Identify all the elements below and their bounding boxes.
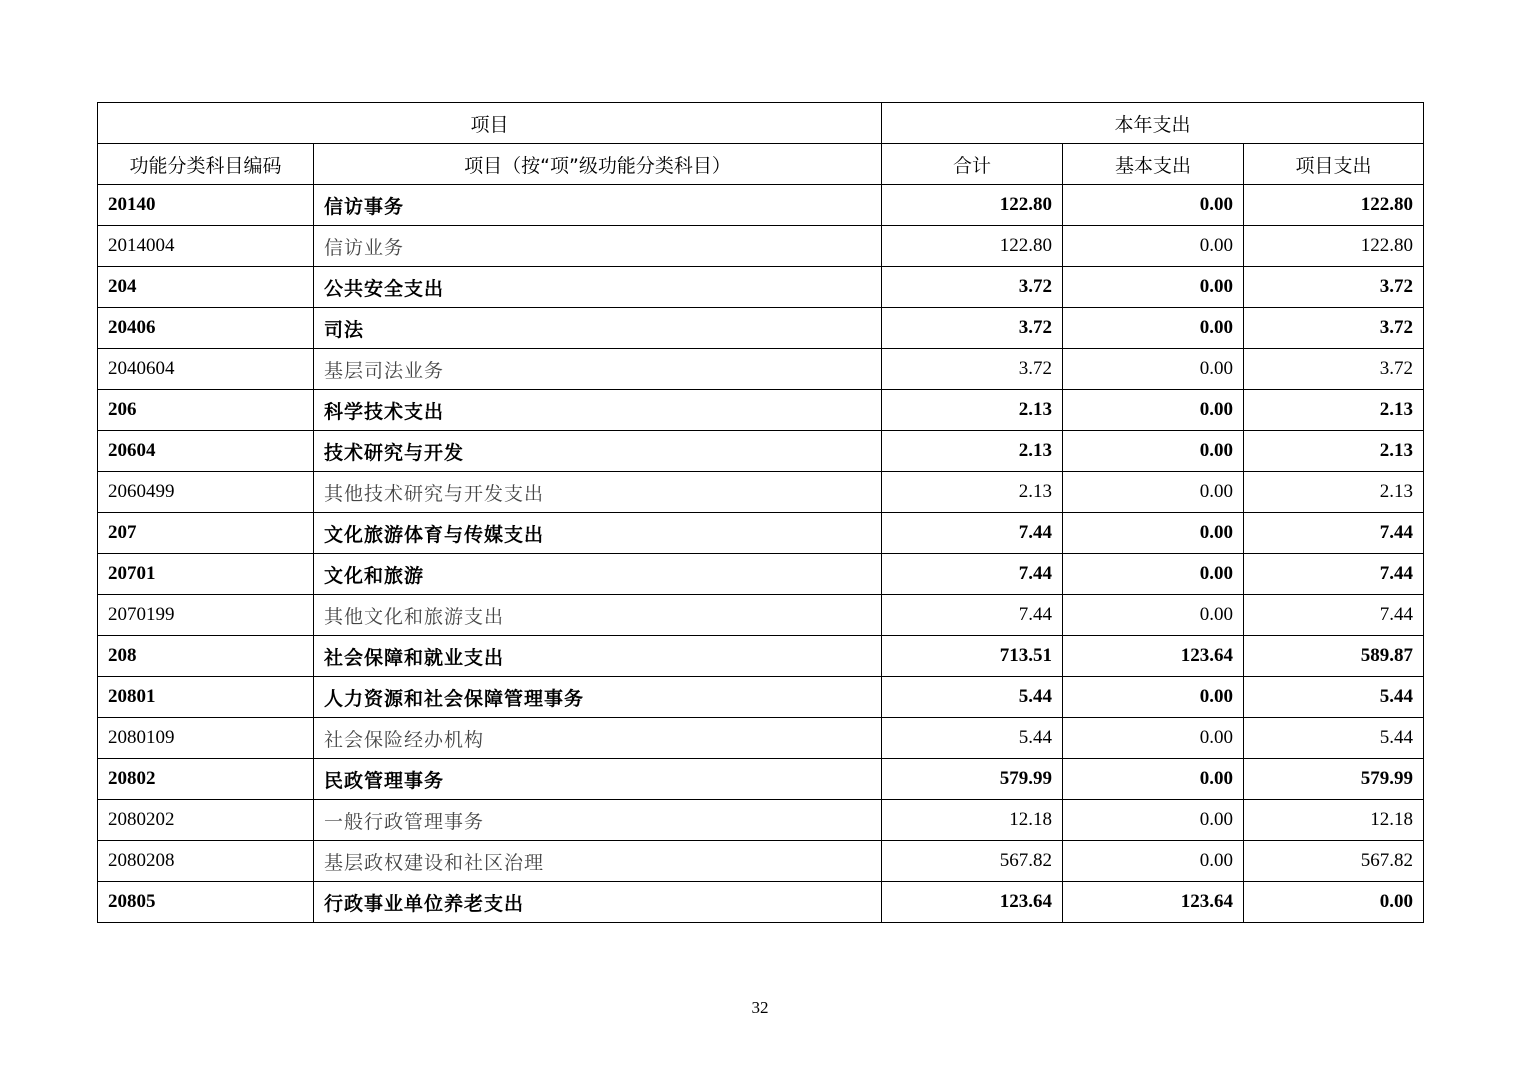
row-total: 579.99 bbox=[882, 759, 1063, 800]
table-row bbox=[98, 677, 1424, 718]
row-project: 122.80 bbox=[1244, 185, 1424, 226]
row-basic: 0.00 bbox=[1063, 677, 1244, 718]
row-basic: 0.00 bbox=[1063, 390, 1244, 431]
row-project: 3.72 bbox=[1244, 267, 1424, 308]
row-basic: 123.64 bbox=[1063, 882, 1244, 923]
table-row bbox=[98, 226, 1424, 267]
row-project: 2.13 bbox=[1244, 472, 1424, 513]
table-row bbox=[98, 390, 1424, 431]
row-project: 567.82 bbox=[1244, 841, 1424, 882]
row-code: 20604 bbox=[98, 431, 314, 472]
table-row bbox=[98, 636, 1424, 677]
row-total: 7.44 bbox=[882, 513, 1063, 554]
row-basic: 0.00 bbox=[1063, 185, 1244, 226]
table-row bbox=[98, 841, 1424, 882]
row-project: 122.80 bbox=[1244, 226, 1424, 267]
table-row bbox=[98, 759, 1424, 800]
row-basic: 0.00 bbox=[1063, 226, 1244, 267]
row-name: 一般行政管理事务 bbox=[314, 800, 882, 841]
row-name: 司法 bbox=[314, 308, 882, 349]
row-code: 20701 bbox=[98, 554, 314, 595]
row-code: 20805 bbox=[98, 882, 314, 923]
row-project: 0.00 bbox=[1244, 882, 1424, 923]
row-project: 7.44 bbox=[1244, 595, 1424, 636]
row-project: 2.13 bbox=[1244, 431, 1424, 472]
row-basic: 0.00 bbox=[1063, 513, 1244, 554]
row-code: 20140 bbox=[98, 185, 314, 226]
row-project: 12.18 bbox=[1244, 800, 1424, 841]
row-total: 2.13 bbox=[882, 472, 1063, 513]
row-name: 行政事业单位养老支出 bbox=[314, 882, 882, 923]
row-name: 信访业务 bbox=[314, 226, 882, 267]
row-name: 文化旅游体育与传媒支出 bbox=[314, 513, 882, 554]
row-total: 7.44 bbox=[882, 595, 1063, 636]
row-total: 567.82 bbox=[882, 841, 1063, 882]
row-basic: 0.00 bbox=[1063, 759, 1244, 800]
table-row bbox=[98, 185, 1424, 226]
row-project: 5.44 bbox=[1244, 677, 1424, 718]
table-row bbox=[98, 718, 1424, 759]
row-name: 基层司法业务 bbox=[314, 349, 882, 390]
row-total: 5.44 bbox=[882, 718, 1063, 759]
row-basic: 0.00 bbox=[1063, 800, 1244, 841]
page-number: 32 bbox=[751, 998, 769, 1017]
row-project: 3.72 bbox=[1244, 308, 1424, 349]
row-total: 2.13 bbox=[882, 431, 1063, 472]
row-name: 基层政权建设和社区治理 bbox=[314, 841, 882, 882]
table-row bbox=[98, 882, 1424, 923]
row-code: 2080202 bbox=[98, 800, 314, 841]
header-project-expenditure: 项目支出 bbox=[1244, 144, 1424, 185]
row-total: 3.72 bbox=[882, 308, 1063, 349]
row-code: 2040604 bbox=[98, 349, 314, 390]
row-name: 公共安全支出 bbox=[314, 267, 882, 308]
row-name: 民政管理事务 bbox=[314, 759, 882, 800]
row-project: 7.44 bbox=[1244, 554, 1424, 595]
table-row bbox=[98, 267, 1424, 308]
table-row bbox=[98, 800, 1424, 841]
row-name: 社会保险经办机构 bbox=[314, 718, 882, 759]
table-row bbox=[98, 554, 1424, 595]
row-project: 579.99 bbox=[1244, 759, 1424, 800]
row-name: 人力资源和社会保障管理事务 bbox=[314, 677, 882, 718]
row-total: 2.13 bbox=[882, 390, 1063, 431]
table-row bbox=[98, 431, 1424, 472]
row-project: 589.87 bbox=[1244, 636, 1424, 677]
row-total: 5.44 bbox=[882, 677, 1063, 718]
row-total: 713.51 bbox=[882, 636, 1063, 677]
row-project: 7.44 bbox=[1244, 513, 1424, 554]
table-row bbox=[98, 595, 1424, 636]
row-code: 20802 bbox=[98, 759, 314, 800]
row-total: 3.72 bbox=[882, 349, 1063, 390]
row-code: 208 bbox=[98, 636, 314, 677]
row-project: 2.13 bbox=[1244, 390, 1424, 431]
header-project: 项目 bbox=[98, 103, 882, 144]
row-total: 122.80 bbox=[882, 185, 1063, 226]
row-total: 7.44 bbox=[882, 554, 1063, 595]
row-code: 20406 bbox=[98, 308, 314, 349]
row-project: 5.44 bbox=[1244, 718, 1424, 759]
row-code: 207 bbox=[98, 513, 314, 554]
row-code: 2014004 bbox=[98, 226, 314, 267]
row-code: 2080208 bbox=[98, 841, 314, 882]
row-basic: 0.00 bbox=[1063, 718, 1244, 759]
row-name: 其他技术研究与开发支出 bbox=[314, 472, 882, 513]
row-basic: 0.00 bbox=[1063, 841, 1244, 882]
row-basic: 0.00 bbox=[1063, 431, 1244, 472]
row-project: 3.72 bbox=[1244, 349, 1424, 390]
header-item: 项目（按“项”级功能分类科目） bbox=[314, 144, 882, 185]
row-code: 206 bbox=[98, 390, 314, 431]
table-body bbox=[98, 185, 1424, 923]
row-code: 2070199 bbox=[98, 595, 314, 636]
row-basic: 123.64 bbox=[1063, 636, 1244, 677]
row-basic: 0.00 bbox=[1063, 349, 1244, 390]
header-year-expenditure: 本年支出 bbox=[882, 103, 1424, 144]
row-code: 2080109 bbox=[98, 718, 314, 759]
row-basic: 0.00 bbox=[1063, 308, 1244, 349]
row-total: 123.64 bbox=[882, 882, 1063, 923]
row-code: 204 bbox=[98, 267, 314, 308]
row-basic: 0.00 bbox=[1063, 595, 1244, 636]
row-basic: 0.00 bbox=[1063, 472, 1244, 513]
row-name: 科学技术支出 bbox=[314, 390, 882, 431]
table-row bbox=[98, 349, 1424, 390]
header-basic: 基本支出 bbox=[1063, 144, 1244, 185]
table-row bbox=[98, 472, 1424, 513]
header-code: 功能分类科目编码 bbox=[98, 144, 314, 185]
row-name: 技术研究与开发 bbox=[314, 431, 882, 472]
row-code: 2060499 bbox=[98, 472, 314, 513]
row-name: 文化和旅游 bbox=[314, 554, 882, 595]
header-row-top bbox=[98, 103, 1424, 144]
row-code: 20801 bbox=[98, 677, 314, 718]
row-name: 信访事务 bbox=[314, 185, 882, 226]
header-total: 合计 bbox=[882, 144, 1063, 185]
table-row bbox=[98, 513, 1424, 554]
row-name: 社会保障和就业支出 bbox=[314, 636, 882, 677]
expenditure-table bbox=[97, 102, 1424, 923]
row-name: 其他文化和旅游支出 bbox=[314, 595, 882, 636]
table-row bbox=[98, 308, 1424, 349]
row-total: 12.18 bbox=[882, 800, 1063, 841]
row-basic: 0.00 bbox=[1063, 267, 1244, 308]
header-row-columns bbox=[98, 144, 1424, 185]
row-total: 122.80 bbox=[882, 226, 1063, 267]
row-total: 3.72 bbox=[882, 267, 1063, 308]
row-basic: 0.00 bbox=[1063, 554, 1244, 595]
